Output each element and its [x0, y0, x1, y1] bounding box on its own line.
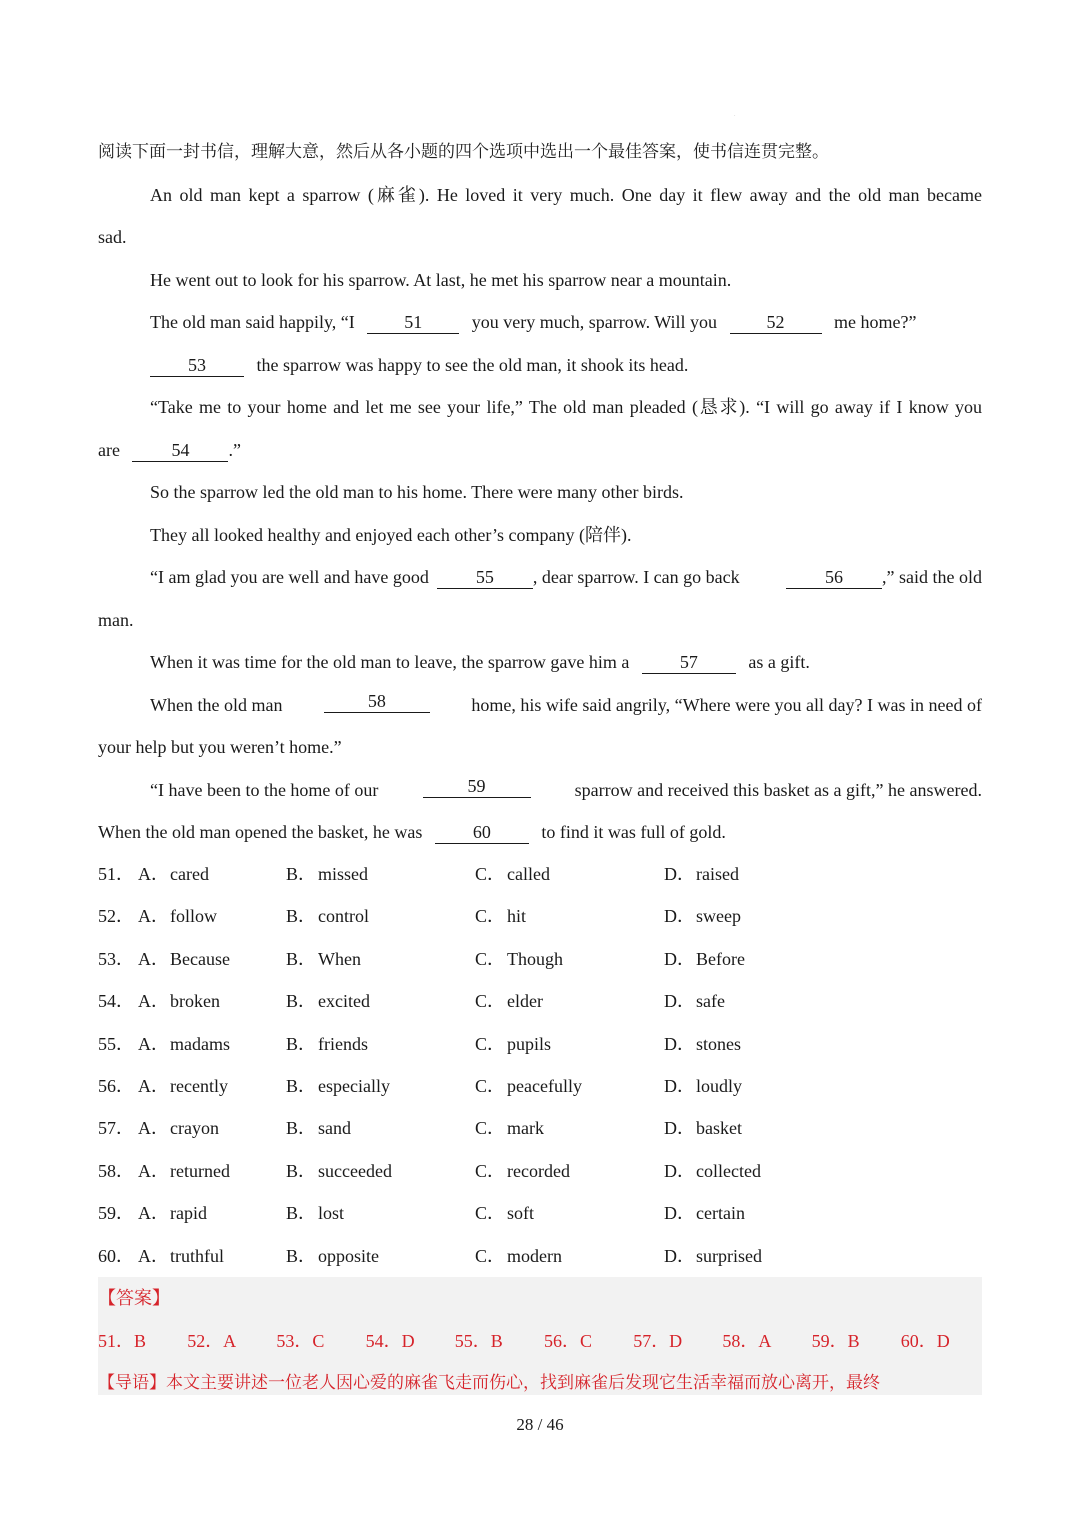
blank-56: 56 [786, 566, 882, 589]
option-text: soft [507, 1203, 534, 1224]
page-number: 28 / 46 [516, 1415, 564, 1434]
option-letter: A． [138, 1076, 169, 1096]
option-text: broken [170, 991, 220, 1012]
blank-53: 53 [150, 354, 244, 377]
question-row [98, 1156, 982, 1186]
option-letter: C． [475, 906, 506, 927]
question-number: 57． [98, 1118, 134, 1139]
passage-line-5: “Take me to your home and let me see your life,” The old man pleaded (恳求). “I will go away if I know you [150, 397, 982, 417]
option-text: stones [696, 1033, 741, 1054]
text-segment: 56 ,” said the old [786, 562, 982, 592]
answer-item: 54．D [365, 1331, 415, 1351]
option-letter: B． [286, 948, 317, 969]
option-d [664, 1198, 745, 1228]
option-c [475, 1198, 534, 1228]
text-segment: the sparrow was happy to see the old man, it shook its head. [256, 355, 689, 375]
option-letter: C． [475, 1076, 506, 1096]
option-c [475, 859, 550, 889]
option-letter: B． [286, 906, 317, 927]
passage-line-9 [150, 647, 982, 677]
passage-line-7: They all looked healthy and enjoyed each other’s company (陪伴). [150, 525, 632, 545]
option-letter: D． [664, 1160, 695, 1181]
option-letter: D． [664, 991, 695, 1012]
option-text: loudly [696, 1076, 743, 1096]
option-letter: D． [664, 948, 695, 969]
option-letter: D． [664, 1245, 695, 1266]
option-text: hit [507, 906, 527, 927]
option-b [286, 1241, 379, 1271]
option-text: succeeded [318, 1160, 392, 1181]
option-text: Because [170, 948, 230, 969]
question-row [98, 1241, 982, 1271]
option-a [138, 901, 217, 931]
blank-51: 51 [367, 311, 459, 334]
option-text: basket [696, 1118, 742, 1139]
option-letter: C． [475, 864, 506, 884]
option-b [286, 944, 361, 974]
option-text: opposite [318, 1245, 379, 1266]
option-text: raised [696, 864, 739, 884]
answer-item: 53．C [276, 1331, 325, 1351]
option-letter: A． [138, 948, 169, 969]
option-b [286, 1071, 390, 1101]
option-letter: D． [664, 1118, 695, 1139]
option-letter: B． [286, 1160, 317, 1181]
option-a [138, 1113, 219, 1143]
option-letter: D． [664, 906, 695, 927]
blank-58: 58 [324, 690, 430, 713]
passage-line-5b [98, 435, 982, 465]
option-text: missed [318, 864, 369, 884]
option-text: cared [170, 864, 209, 884]
option-letter: D． [664, 864, 695, 884]
option-d [664, 944, 745, 974]
option-letter: A． [138, 991, 169, 1012]
text-segment: are [98, 440, 120, 460]
option-c [475, 986, 543, 1016]
question-number: 54． [98, 991, 134, 1012]
passage-line-4 [98, 350, 982, 380]
option-a [138, 1241, 224, 1271]
answer-key-row [98, 1326, 982, 1356]
option-letter: C． [475, 1033, 506, 1054]
option-d [664, 859, 739, 889]
text-segment: as a gift. [748, 652, 810, 672]
blank-55: 55 [437, 566, 533, 589]
text-segment: “I have been to the home of our [150, 780, 379, 800]
option-text: peacefully [507, 1076, 582, 1096]
option-letter: D． [664, 1076, 695, 1096]
question-row [98, 1198, 982, 1228]
option-letter: A． [138, 1245, 169, 1266]
option-letter: B． [286, 991, 317, 1012]
option-a [138, 1071, 228, 1101]
answer-item: 55．B [454, 1331, 503, 1351]
option-letter: B． [286, 1203, 317, 1224]
text-segment: me home?” [834, 312, 917, 332]
option-d [664, 1029, 741, 1059]
text-segment: When the old man [150, 695, 283, 715]
option-letter: C． [475, 991, 506, 1012]
option-letter: C． [475, 1245, 506, 1266]
option-text: mark [507, 1118, 544, 1139]
scan-dot: . [734, 112, 736, 118]
option-text: rapid [170, 1203, 207, 1224]
option-b [286, 1113, 351, 1143]
option-text: surprised [696, 1245, 762, 1266]
option-text: recorded [507, 1160, 570, 1181]
option-text: crayon [170, 1118, 219, 1139]
question-row [98, 901, 982, 931]
passage-line-2: He went out to look for his sparrow. At last, he met his sparrow near a mountain. [150, 270, 732, 290]
blank-52: 52 [730, 311, 822, 334]
passage-line-1b: sad. [98, 227, 127, 247]
text-segment: When it was time for the old man to leave, the sparrow gave him a [150, 652, 630, 672]
option-text: elder [507, 991, 543, 1012]
answer-item: 57．D [633, 1331, 683, 1351]
option-letter: B． [286, 1033, 317, 1054]
option-letter: A． [138, 1203, 169, 1224]
answer-heading: 【答案】 [98, 1288, 170, 1309]
passage-line-10b: your help but you weren’t home.” [98, 737, 342, 757]
option-letter: B． [286, 1076, 317, 1096]
answer-item: 51．B [98, 1331, 147, 1351]
option-letter: D． [664, 1033, 695, 1054]
option-c [475, 901, 526, 931]
option-b [286, 901, 369, 931]
option-text: excited [318, 991, 370, 1012]
option-letter: A． [138, 1160, 169, 1181]
answer-item: 56．C [544, 1331, 593, 1351]
option-text: certain [696, 1203, 745, 1224]
option-a [138, 859, 209, 889]
option-c [475, 1029, 551, 1059]
blank-57: 57 [642, 651, 736, 674]
answer-item: 60．D [900, 1331, 950, 1351]
option-letter: B． [286, 1118, 317, 1139]
option-text: truthful [170, 1245, 224, 1266]
option-letter: A． [138, 1118, 169, 1139]
option-text: When [318, 948, 361, 969]
option-letter: C． [475, 1160, 506, 1181]
blank-54: 54 [132, 439, 228, 462]
option-d [664, 1156, 761, 1186]
option-text: Before [696, 948, 745, 969]
option-letter: B． [286, 864, 317, 884]
option-text: returned [170, 1160, 230, 1181]
option-text: called [507, 864, 550, 884]
question-number: 55． [98, 1033, 134, 1054]
option-d [664, 986, 725, 1016]
option-text: collected [696, 1160, 761, 1181]
option-letter: D． [664, 1203, 695, 1224]
option-letter: A． [138, 906, 169, 927]
option-letter: A． [138, 864, 169, 884]
option-text: recently [170, 1076, 228, 1096]
option-text: madams [170, 1033, 230, 1054]
option-c [475, 1156, 570, 1186]
guide-text: 【导语】本文主要讲述一位老人因心爱的麻雀飞走而伤心，找到麻雀后发现它生活幸福而放心离开，最终 [98, 1373, 880, 1393]
text-segment: “I am glad you are well and have good 55 , dear sparrow. I can go back [150, 567, 740, 587]
option-b [286, 986, 370, 1016]
blank-59: 59 [423, 775, 531, 798]
option-d [664, 901, 741, 931]
option-text: sand [318, 1118, 351, 1139]
option-a [138, 986, 220, 1016]
option-letter: C． [475, 948, 506, 969]
question-row [98, 944, 982, 974]
question-number: 60． [98, 1245, 134, 1266]
question-row [98, 1029, 982, 1059]
option-text: safe [696, 991, 725, 1012]
instruction-text: 阅读下面一封书信，理解大意，然后从各小题的四个选项中选出一个最佳答案，使书信连贯完整。 [98, 142, 829, 162]
answer-item: 59．B [811, 1331, 860, 1351]
passage-line-8 [150, 562, 982, 592]
passage-line-6: So the sparrow led the old man to his home. There were many other birds. [150, 482, 684, 502]
option-letter: A． [138, 1033, 169, 1054]
blank-60: 60 [435, 821, 529, 844]
option-d [664, 1241, 762, 1271]
question-number: 59． [98, 1203, 134, 1224]
question-number: 58． [98, 1160, 134, 1181]
option-text: modern [507, 1245, 562, 1266]
option-c [475, 1241, 562, 1271]
passage-line-10 [150, 690, 982, 720]
answer-item: 52．A [187, 1331, 237, 1351]
option-d [664, 1071, 742, 1101]
option-b [286, 1029, 368, 1059]
text-segment: sparrow and received this basket as a gift,” he answered. [574, 780, 982, 800]
question-row [98, 1113, 982, 1143]
option-a [138, 1198, 207, 1228]
option-text: lost [318, 1203, 345, 1224]
option-letter: B． [286, 1245, 317, 1266]
text-segment: When the old man opened the basket, he was [98, 822, 423, 842]
question-row [98, 1071, 982, 1101]
question-number: 56． [98, 1076, 134, 1096]
option-text: follow [170, 906, 217, 927]
option-text: friends [318, 1033, 368, 1054]
option-d [664, 1113, 742, 1143]
text-segment: you very much, sparrow. Will you [471, 312, 718, 332]
question-row [98, 986, 982, 1016]
option-a [138, 1029, 230, 1059]
option-text: control [318, 906, 369, 927]
question-number: 51． [98, 864, 134, 884]
answer-item: 58．A [722, 1331, 772, 1351]
option-letter: C． [475, 1118, 506, 1139]
passage-line-11 [150, 775, 982, 805]
option-b [286, 1156, 392, 1186]
option-b [286, 1198, 344, 1228]
option-text: especially [318, 1076, 390, 1096]
option-c [475, 944, 563, 974]
option-text: pupils [507, 1033, 552, 1054]
option-a [138, 1156, 230, 1186]
text-segment: .” [228, 440, 241, 460]
option-text: sweep [696, 906, 741, 927]
option-text: Though [507, 948, 563, 969]
passage-line-1: An old man kept a sparrow (麻雀). He loved it very much. One day it flew away and the old man became [150, 185, 982, 205]
question-row [98, 859, 982, 889]
passage-line-3 [150, 307, 982, 337]
option-b [286, 859, 368, 889]
text-segment: to find it was full of gold. [541, 822, 726, 842]
option-letter: C． [475, 1203, 506, 1224]
question-number: 53． [98, 948, 134, 969]
option-c [475, 1113, 544, 1143]
passage-line-12 [98, 817, 982, 847]
passage-line-8b: man. [98, 610, 134, 630]
text-segment: home, his wife said angrily, “Where were you all day? I was in need of [471, 695, 982, 715]
option-a [138, 944, 230, 974]
question-number: 52． [98, 906, 134, 927]
option-c [475, 1071, 582, 1101]
text-segment: The old man said happily, “I [150, 312, 355, 332]
